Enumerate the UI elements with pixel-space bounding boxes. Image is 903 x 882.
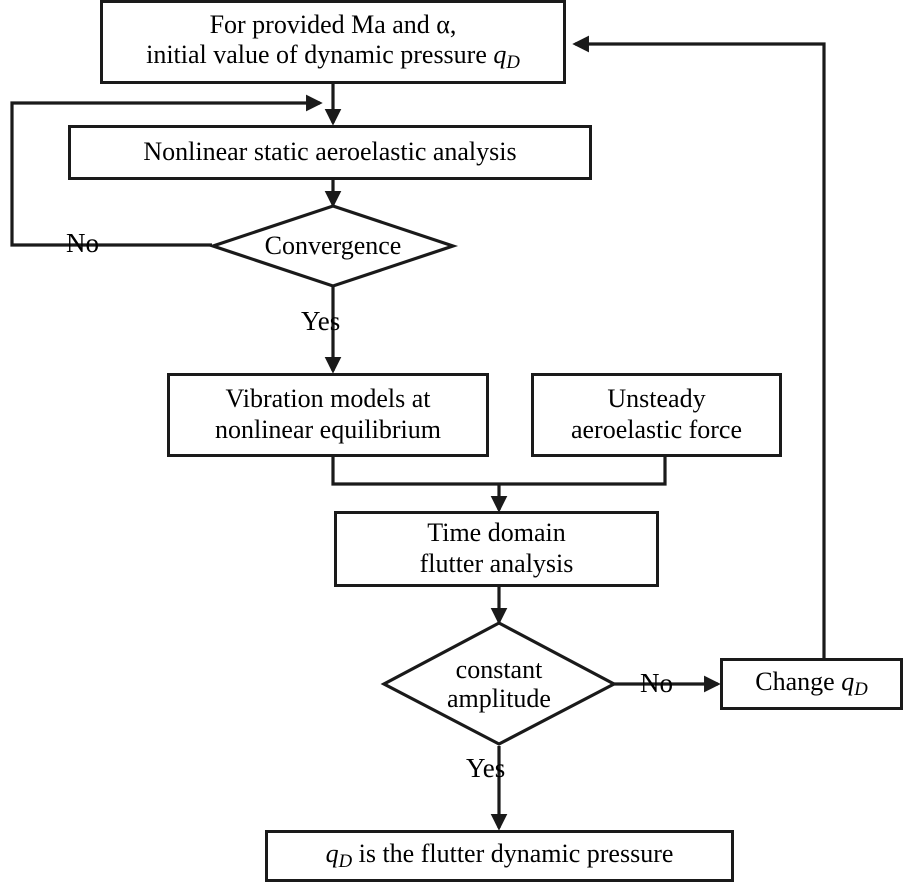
node-static-analysis bbox=[68, 125, 592, 180]
edge-label-convergence-yes: Yes bbox=[301, 306, 341, 336]
edge-label-convergence-no: No bbox=[66, 228, 99, 258]
edge-label-amplitude-yes: Yes bbox=[466, 753, 506, 783]
node-initial-line1: For provided Ma and α, bbox=[209, 9, 457, 39]
node-convergence bbox=[212, 205, 454, 287]
node-convergence-label: Convergence bbox=[264, 231, 402, 261]
edge-label-amplitude-no: No bbox=[640, 668, 673, 698]
node-time-domain-analysis bbox=[334, 511, 659, 587]
node-unsteady-force bbox=[531, 373, 782, 457]
node-constant-amplitude bbox=[382, 622, 616, 746]
node-constant-amplitude-line2: amplitude bbox=[447, 684, 551, 713]
node-constant-amplitude-line1: constant bbox=[455, 654, 543, 684]
node-unsteady-line1: Unsteady bbox=[607, 384, 706, 414]
node-initial-condition bbox=[100, 0, 566, 84]
node-time-domain-line2: flutter analysis bbox=[419, 549, 574, 578]
node-initial-line2: initial value of dynamic pressure $q_D$ bbox=[146, 40, 520, 74]
node-change-label: Change $q_D$ bbox=[755, 666, 868, 701]
node-vibration-line2: nonlinear equilibrium bbox=[214, 415, 441, 444]
node-result-flutter-pressure bbox=[265, 830, 734, 882]
node-static-analysis-label: Nonlinear static aeroelastic analysis bbox=[143, 137, 517, 167]
node-result-label: $q_D$ is the flutter dynamic pressure bbox=[325, 838, 674, 873]
node-vibration-models bbox=[167, 373, 489, 457]
node-unsteady-line2: aeroelastic force bbox=[570, 415, 743, 444]
node-time-domain-line1: Time domain bbox=[427, 518, 566, 548]
node-vibration-line1: Vibration models at bbox=[225, 384, 431, 414]
node-change-dynamic-pressure bbox=[720, 658, 903, 710]
